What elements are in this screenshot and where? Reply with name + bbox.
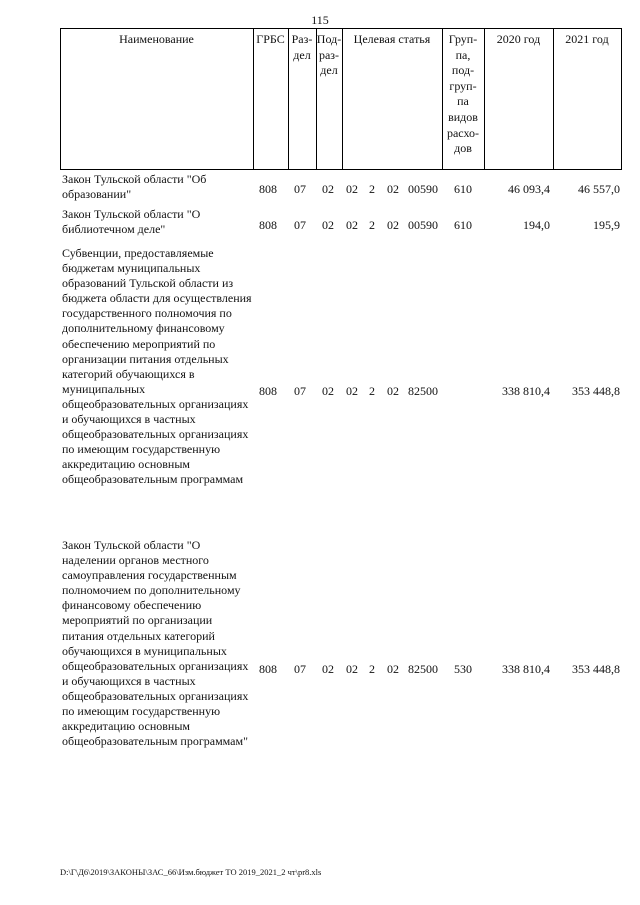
- header-group: Груп- па, под- груп- па видов расхо- дов: [446, 32, 480, 156]
- target-part-2: 2: [369, 182, 375, 196]
- group-cell: 610: [454, 218, 472, 232]
- podrazdel-cell: 02: [322, 384, 334, 398]
- table-header: [60, 28, 622, 170]
- value-2021: 46 557,0: [578, 182, 620, 196]
- target-part-1: 02: [346, 182, 358, 196]
- target-part-4: 82500: [408, 662, 438, 676]
- value-2020: 338 810,4: [502, 384, 550, 398]
- header-divider: [484, 29, 485, 169]
- header-divider: [60, 29, 61, 169]
- value-2020: 194,0: [523, 218, 550, 232]
- header-2020: 2020 год: [496, 32, 541, 46]
- grbs-cell: 808: [259, 182, 277, 196]
- file-path-footer: D:\Г\Д6\2019\ЗАКОНЫ\ЗАС_66\Изм.бюджет ТО 2019_2021_2 чт\pr8.xls: [60, 867, 322, 877]
- header-grbs: ГРБС: [256, 32, 285, 46]
- page-number: 115: [311, 13, 329, 27]
- header-target-article: Целевая статья: [353, 32, 431, 46]
- header-divider: [342, 29, 343, 169]
- target-part-2: 2: [369, 218, 375, 232]
- podrazdel-cell: 02: [322, 662, 334, 676]
- target-part-3: 02: [387, 384, 399, 398]
- value-2020: 46 093,4: [508, 182, 550, 196]
- podrazdel-cell: 02: [322, 182, 334, 196]
- row-name: Закон Тульской области "О наделении органов местного самоуправления государственным полномочием по дополнительному финансовому обеспечению мероприятий по организации питания отдельных категорий обучающихся в муниципальных общеобразовательных организациях и обучающихся в частных общеобразовательных организациях по имеющим государственную аккредитацию основным общеобразовательным программам": [62, 538, 249, 749]
- target-part-1: 02: [346, 662, 358, 676]
- target-part-2: 2: [369, 662, 375, 676]
- row-name: Закон Тульской области "Об образовании": [62, 172, 207, 202]
- target-part-1: 02: [346, 384, 358, 398]
- row-name: Субвенции, предоставляемые бюджетам муниципальных образований Тульской области из бюджета области для осуществления государственного полномочия по дополнительному финансовому обеспечению мероприятий по организации питания отдельных категорий обучающихся в муниципальных общеобразовательных организациях и обучающихся в частных общеобразовательных организациях по имеющим государственную аккредитацию основным общеобразовательным программам: [62, 246, 252, 487]
- header-razdel: Раз- дел: [291, 32, 313, 62]
- grbs-cell: 808: [259, 384, 277, 398]
- target-part-2: 2: [369, 384, 375, 398]
- podrazdel-cell: 02: [322, 218, 334, 232]
- header-name: Наименование: [119, 32, 194, 46]
- grbs-cell: 808: [259, 218, 277, 232]
- group-cell: 530: [454, 662, 472, 676]
- razdel-cell: 07: [294, 218, 306, 232]
- header-divider: [553, 29, 554, 169]
- row-name: Закон Тульской области "О библиотечном деле": [62, 207, 201, 237]
- value-2020: 338 810,4: [502, 662, 550, 676]
- razdel-cell: 07: [294, 662, 306, 676]
- target-part-1: 02: [346, 218, 358, 232]
- header-divider: [621, 29, 622, 169]
- target-part-3: 02: [387, 218, 399, 232]
- target-part-4: 00590: [408, 218, 438, 232]
- header-podrazdel: Под- раз- дел: [316, 32, 342, 78]
- value-2021: 353 448,8: [572, 662, 620, 676]
- header-2021: 2021 год: [565, 32, 609, 46]
- header-divider: [253, 29, 254, 169]
- grbs-cell: 808: [259, 662, 277, 676]
- value-2021: 353 448,8: [572, 384, 620, 398]
- value-2021: 195,9: [593, 218, 620, 232]
- target-part-3: 02: [387, 182, 399, 196]
- razdel-cell: 07: [294, 182, 306, 196]
- target-part-4: 00590: [408, 182, 438, 196]
- razdel-cell: 07: [294, 384, 306, 398]
- target-part-3: 02: [387, 662, 399, 676]
- group-cell: 610: [454, 182, 472, 196]
- target-part-4: 82500: [408, 384, 438, 398]
